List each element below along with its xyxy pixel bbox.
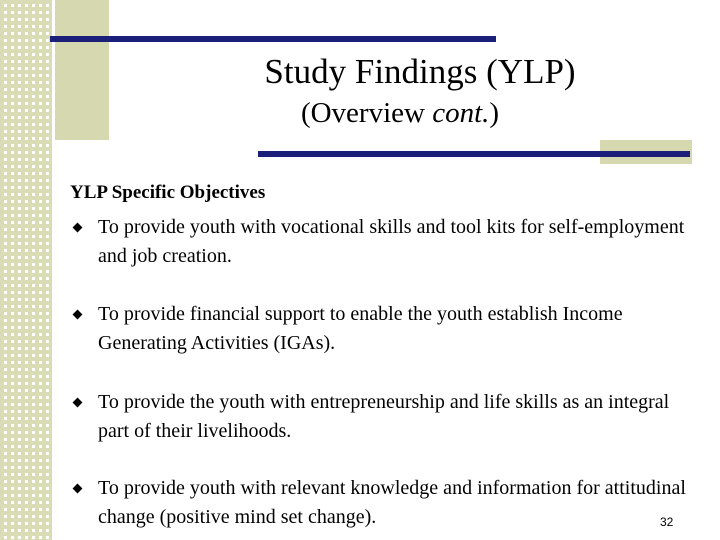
bullet-text: To provide the youth with entrepreneurship and life skills as an integral part of their livelihoods. <box>98 391 670 442</box>
subtitle-prefix: (Overview <box>300 97 433 129</box>
bullet-text: To provide youth with relevant knowledge and information for attitudinal change (positive mind set change). <box>98 477 686 528</box>
subtitle-italic: cont. <box>432 97 490 129</box>
diamond-bullet-icon <box>73 484 83 494</box>
slide-title: Study Findings (YLP) <box>264 52 576 91</box>
diamond-bullet-icon <box>73 223 83 233</box>
decorative-grid-pattern <box>0 0 52 540</box>
bullet-item <box>70 213 690 271</box>
diamond-bullet-icon <box>73 310 83 320</box>
slide-subtitle <box>250 96 550 130</box>
bullet-item <box>70 388 690 446</box>
bullet-text: To provide financial support to enable the youth establish Income Generating Activities (IGAs). <box>98 303 623 354</box>
page-number: 32 <box>660 515 674 529</box>
bullet-text: To provide youth with vocational skills and tool kits for self-employment and job creation. <box>98 216 685 267</box>
title-rule-bottom <box>258 151 690 157</box>
title-rule-top <box>50 36 496 42</box>
bullet-item <box>70 300 690 358</box>
subtitle-suffix: ) <box>489 97 500 129</box>
bullet-item <box>70 474 690 532</box>
diamond-bullet-icon <box>73 398 83 408</box>
section-heading: YLP Specific Objectives <box>70 182 266 203</box>
decorative-block-top <box>55 0 109 140</box>
